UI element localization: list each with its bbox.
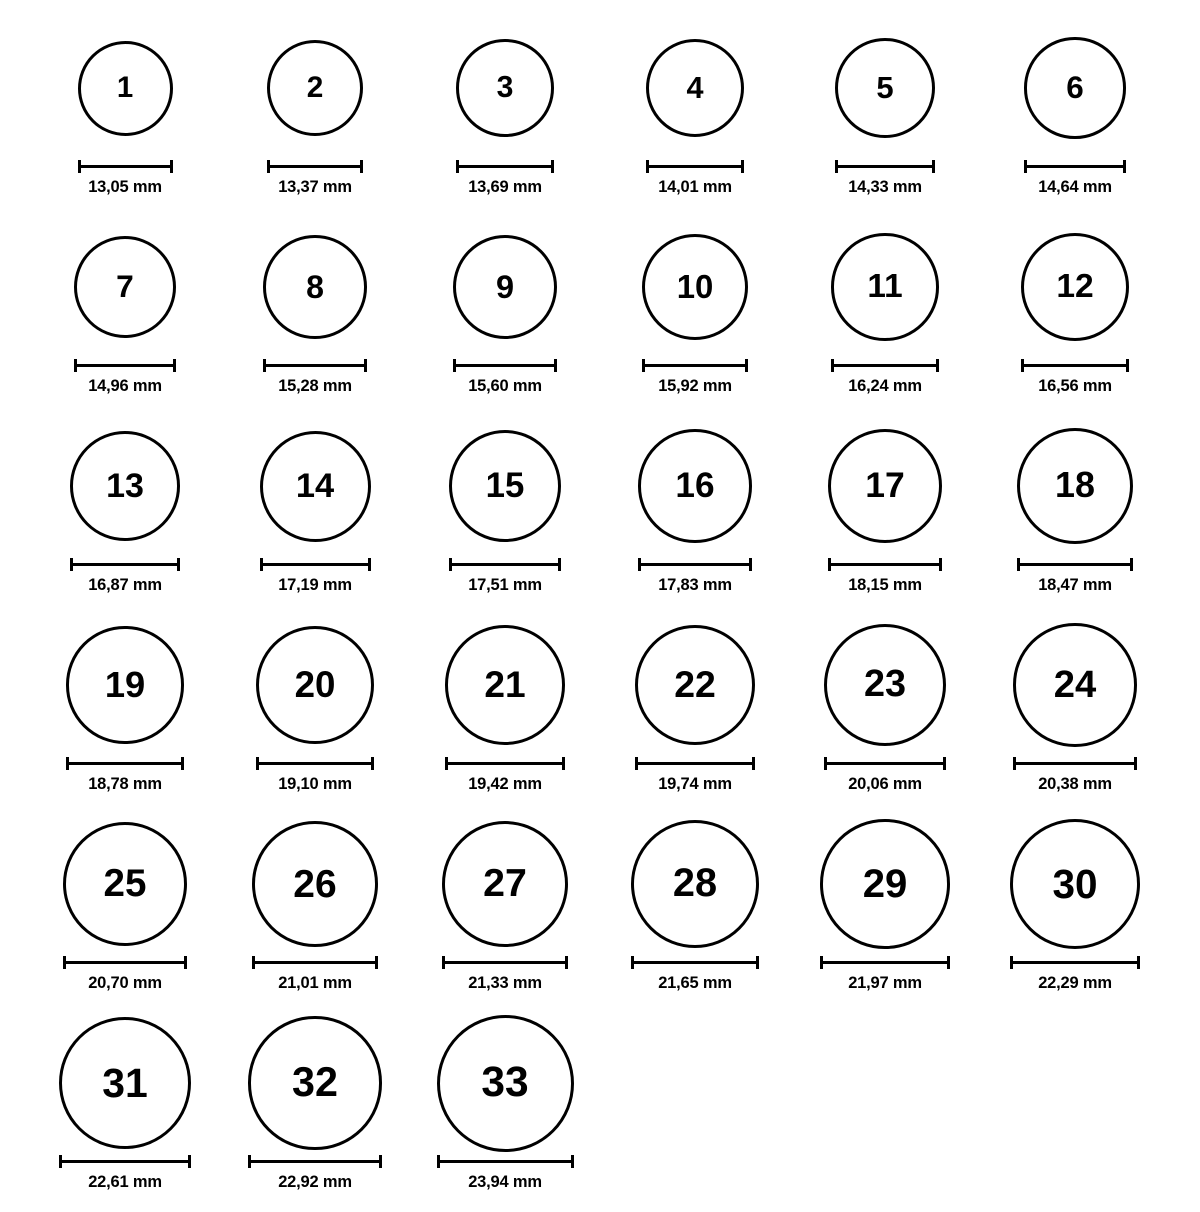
diameter-measure-bar [635, 757, 756, 769]
ring-circle-wrapper [828, 416, 943, 556]
ring-circle-wrapper [59, 1013, 191, 1153]
ring-circle-wrapper [638, 416, 751, 556]
diameter-measure-bar [642, 359, 748, 371]
ring-circle-wrapper [1013, 615, 1136, 755]
ring-circle-icon [456, 39, 554, 137]
diameter-measure-bar [646, 160, 745, 172]
measure-line [820, 961, 949, 964]
ring-size-item [220, 217, 410, 416]
measure-cap-left [78, 160, 81, 173]
ring-size-item [980, 615, 1170, 814]
diameter-measure-bar [1017, 558, 1133, 570]
measure-line [445, 762, 565, 765]
diameter-label: 19,74 mm [658, 775, 732, 793]
ring-size-number: 6 [1066, 70, 1084, 106]
measure-line [646, 165, 745, 168]
measure-cap-right [558, 558, 561, 571]
measure-cap-left [456, 160, 459, 173]
ring-size-item [220, 1013, 410, 1212]
diameter-label: 13,69 mm [468, 178, 542, 196]
measure-line [74, 364, 176, 367]
diameter-measure-bar [66, 757, 183, 769]
ring-circle-icon [824, 624, 946, 746]
measure-cap-left [442, 956, 445, 969]
measure-cap-right [371, 757, 374, 770]
ring-size-item [600, 814, 790, 1013]
ring-circle-wrapper [831, 217, 938, 357]
ring-circle-wrapper [631, 814, 759, 954]
ring-size-item [30, 814, 220, 1013]
diameter-label: 17,19 mm [278, 576, 352, 594]
ring-size-number: 13 [106, 467, 144, 505]
measure-cap-right [565, 956, 568, 969]
ring-size-number: 29 [862, 861, 908, 906]
measure-cap-right [173, 359, 176, 372]
ring-circle-icon [66, 626, 183, 743]
measure-cap-right [571, 1155, 574, 1168]
ring-size-item [600, 615, 790, 814]
measure-line [442, 961, 569, 964]
measure-line [70, 563, 180, 566]
ring-circle-icon [1021, 233, 1130, 342]
ring-circle-wrapper [442, 814, 569, 954]
ring-circle-icon [63, 822, 188, 947]
ring-size-number: 28 [672, 861, 718, 906]
ring-size-item [410, 1013, 600, 1212]
measure-cap-left [63, 956, 66, 969]
diameter-label: 22,92 mm [278, 1173, 352, 1191]
measure-cap-left [267, 160, 270, 173]
measure-cap-left [260, 558, 263, 571]
measure-cap-left [642, 359, 645, 372]
ring-circle-icon [74, 236, 176, 338]
diameter-measure-bar [248, 1155, 381, 1167]
ring-circle-wrapper [820, 814, 949, 954]
measure-line [437, 1160, 574, 1163]
ring-size-item [410, 217, 600, 416]
ring-circle-wrapper [824, 615, 946, 755]
ring-circle-icon [820, 819, 949, 948]
ring-size-number: 12 [1056, 268, 1094, 306]
ring-circle-icon [252, 821, 378, 947]
ring-size-grid [30, 18, 1170, 1212]
ring-size-number: 23 [863, 663, 907, 706]
measure-line [1017, 563, 1133, 566]
ring-circle-wrapper [437, 1013, 574, 1153]
ring-circle-icon [1024, 37, 1125, 138]
ring-size-number: 31 [102, 1059, 148, 1106]
measure-cap-right [741, 160, 744, 173]
ring-size-item [410, 18, 600, 217]
ring-circle-icon [453, 235, 558, 340]
ring-size-number: 5 [876, 70, 894, 106]
measure-line [263, 364, 367, 367]
ring-circle-wrapper [635, 615, 756, 755]
measure-cap-left [1021, 359, 1024, 372]
measure-cap-left [820, 956, 823, 969]
measure-cap-right [756, 956, 759, 969]
ring-size-item [790, 217, 980, 416]
ring-size-item [980, 814, 1170, 1013]
measure-cap-right [1130, 558, 1133, 571]
ring-circle-wrapper [456, 18, 554, 158]
ring-size-number: 1 [116, 71, 134, 105]
ring-circle-icon [831, 233, 938, 340]
ring-circle-icon [835, 38, 935, 138]
measure-cap-left [252, 956, 255, 969]
measure-cap-right [936, 359, 939, 372]
measure-cap-right [1134, 757, 1137, 770]
measure-cap-left [1024, 160, 1027, 173]
ring-size-number: 15 [485, 465, 525, 505]
diameter-label: 21,01 mm [278, 974, 352, 992]
ring-circle-icon [1017, 428, 1133, 544]
diameter-measure-bar [260, 558, 371, 570]
diameter-label: 16,87 mm [88, 576, 162, 594]
ring-size-number: 8 [306, 268, 324, 305]
diameter-label: 23,94 mm [468, 1173, 542, 1191]
measure-cap-left [256, 757, 259, 770]
ring-circle-wrapper [445, 615, 565, 755]
measure-cap-right [943, 757, 946, 770]
measure-cap-right [1123, 160, 1126, 173]
measure-cap-left [824, 757, 827, 770]
ring-circle-icon [59, 1017, 191, 1149]
measure-line [835, 165, 935, 168]
ring-circle-icon [437, 1015, 574, 1152]
measure-cap-right [379, 1155, 382, 1168]
measure-cap-left [1010, 956, 1013, 969]
diameter-label: 16,56 mm [1038, 377, 1112, 395]
diameter-measure-bar [456, 160, 554, 172]
ring-circle-wrapper [1010, 814, 1141, 954]
measure-cap-right [170, 160, 173, 173]
measure-line [453, 364, 558, 367]
measure-cap-left [646, 160, 649, 173]
ring-circle-wrapper [1021, 217, 1130, 357]
measure-line [642, 364, 748, 367]
diameter-label: 21,65 mm [658, 974, 732, 992]
ring-size-number: 30 [1052, 860, 1098, 907]
ring-size-number: 33 [481, 1058, 529, 1106]
measure-cap-left [445, 757, 448, 770]
measure-line [635, 762, 756, 765]
measure-line [456, 165, 554, 168]
ring-size-item [790, 615, 980, 814]
ring-circle-wrapper [66, 615, 183, 755]
measure-line [78, 165, 173, 168]
measure-cap-left [59, 1155, 62, 1168]
measure-cap-right [1126, 359, 1129, 372]
ring-circle-icon [248, 1016, 381, 1149]
diameter-measure-bar [263, 359, 367, 371]
diameter-label: 15,60 mm [468, 377, 542, 395]
diameter-label: 15,28 mm [278, 377, 352, 395]
ring-size-item [30, 217, 220, 416]
ring-circle-icon [70, 431, 180, 541]
measure-cap-right [181, 757, 184, 770]
ring-circle-icon [256, 626, 374, 744]
ring-size-item [30, 416, 220, 615]
diameter-label: 21,97 mm [848, 974, 922, 992]
measure-cap-right [188, 1155, 191, 1168]
diameter-measure-bar [78, 160, 173, 172]
ring-size-item [220, 18, 410, 217]
ring-size-number: 26 [293, 862, 337, 906]
diameter-label: 17,51 mm [468, 576, 542, 594]
measure-cap-right [752, 757, 755, 770]
diameter-label: 19,10 mm [278, 775, 352, 793]
ring-size-number: 9 [495, 268, 515, 305]
diameter-measure-bar [256, 757, 374, 769]
measure-line [828, 563, 943, 566]
ring-circle-icon [442, 821, 569, 948]
diameter-label: 22,29 mm [1038, 974, 1112, 992]
ring-circle-wrapper [78, 18, 173, 158]
diameter-measure-bar [1021, 359, 1130, 371]
diameter-label: 14,33 mm [848, 178, 922, 196]
ring-size-item [30, 1013, 220, 1212]
ring-size-number: 4 [686, 70, 704, 105]
ring-circle-wrapper [263, 217, 367, 357]
ring-size-item [30, 615, 220, 814]
diameter-label: 20,06 mm [848, 775, 922, 793]
ring-circle-wrapper [74, 217, 176, 357]
ring-circle-wrapper [646, 18, 745, 158]
ring-circle-icon [78, 41, 173, 136]
measure-line [256, 762, 374, 765]
measure-line [252, 961, 378, 964]
ring-size-item [600, 217, 790, 416]
diameter-label: 14,96 mm [88, 377, 162, 395]
measure-cap-right [177, 558, 180, 571]
diameter-measure-bar [1010, 956, 1141, 968]
ring-size-item [410, 814, 600, 1013]
diameter-measure-bar [1024, 160, 1125, 172]
diameter-measure-bar [70, 558, 180, 570]
diameter-measure-bar [442, 956, 569, 968]
ring-circle-wrapper [256, 615, 374, 755]
measure-line [1021, 364, 1130, 367]
diameter-measure-bar [63, 956, 188, 968]
ring-circle-wrapper [453, 217, 558, 357]
measure-cap-left [449, 558, 452, 571]
measure-cap-left [263, 359, 266, 372]
diameter-measure-bar [74, 359, 176, 371]
ring-circle-wrapper [63, 814, 188, 954]
ring-size-number: 2 [306, 71, 324, 105]
diameter-label: 21,33 mm [468, 974, 542, 992]
ring-size-item [410, 615, 600, 814]
diameter-label: 16,24 mm [848, 377, 922, 395]
ring-circle-icon [1010, 819, 1141, 950]
diameter-measure-bar [820, 956, 949, 968]
diameter-label: 20,70 mm [88, 974, 162, 992]
ring-circle-icon [635, 625, 756, 746]
diameter-label: 15,92 mm [658, 377, 732, 395]
diameter-label: 18,15 mm [848, 576, 922, 594]
diameter-measure-bar [449, 558, 561, 570]
ring-circle-icon [1013, 623, 1136, 746]
measure-cap-right [554, 359, 557, 372]
ring-size-number: 10 [676, 267, 714, 305]
measure-line [1010, 961, 1141, 964]
ring-size-item [980, 217, 1170, 416]
ring-circle-icon [449, 430, 561, 542]
ring-size-item [220, 615, 410, 814]
ring-size-item [600, 18, 790, 217]
measure-cap-left [831, 359, 834, 372]
measure-cap-right [368, 558, 371, 571]
diameter-label: 17,83 mm [658, 576, 732, 594]
ring-size-number: 16 [675, 466, 715, 506]
measure-cap-left [638, 558, 641, 571]
ring-size-item [600, 416, 790, 615]
ring-size-item [220, 814, 410, 1013]
measure-cap-left [70, 558, 73, 571]
ring-circle-icon [638, 429, 751, 542]
ring-size-item [980, 18, 1170, 217]
diameter-label: 22,61 mm [88, 1173, 162, 1191]
diameter-measure-bar [252, 956, 378, 968]
ring-size-item [220, 416, 410, 615]
diameter-measure-bar [831, 359, 938, 371]
measure-cap-left [248, 1155, 251, 1168]
diameter-measure-bar [437, 1155, 574, 1167]
ring-circle-icon [445, 625, 565, 745]
ring-size-number: 22 [674, 663, 716, 706]
ring-circle-icon [828, 429, 943, 544]
measure-cap-left [453, 359, 456, 372]
measure-cap-right [551, 160, 554, 173]
diameter-measure-bar [445, 757, 565, 769]
ring-size-number: 3 [496, 70, 514, 104]
measure-line [63, 961, 188, 964]
measure-line [66, 762, 183, 765]
measure-cap-right [184, 956, 187, 969]
ring-size-number: 17 [865, 465, 905, 506]
ring-circle-icon [263, 235, 367, 339]
diameter-measure-bar [638, 558, 751, 570]
measure-cap-right [932, 160, 935, 173]
ring-circle-wrapper [70, 416, 180, 556]
ring-size-item [410, 416, 600, 615]
measure-cap-right [375, 956, 378, 969]
measure-line [631, 961, 759, 964]
measure-cap-right [562, 757, 565, 770]
diameter-measure-bar [453, 359, 558, 371]
measure-cap-left [1017, 558, 1020, 571]
ring-circle-wrapper [642, 217, 748, 357]
ring-size-number: 24 [1053, 662, 1097, 706]
measure-cap-right [364, 359, 367, 372]
measure-cap-left [835, 160, 838, 173]
diameter-label: 14,64 mm [1038, 178, 1112, 196]
measure-cap-left [828, 558, 831, 571]
diameter-label: 20,38 mm [1038, 775, 1112, 793]
ring-size-item [980, 416, 1170, 615]
ring-circle-wrapper [248, 1013, 381, 1153]
measure-line [831, 364, 938, 367]
ring-size-number: 20 [294, 663, 336, 705]
ring-size-number: 27 [483, 861, 527, 906]
ring-circle-wrapper [835, 18, 935, 158]
measure-cap-left [1013, 757, 1016, 770]
measure-line [638, 563, 751, 566]
diameter-measure-bar [267, 160, 363, 172]
measure-cap-right [360, 160, 363, 173]
ring-size-number: 32 [292, 1059, 338, 1106]
measure-cap-right [749, 558, 752, 571]
measure-line [1024, 165, 1125, 168]
measure-line [824, 762, 946, 765]
diameter-measure-bar [59, 1155, 191, 1167]
measure-line [248, 1160, 381, 1163]
measure-line [267, 165, 363, 168]
ring-size-number: 7 [116, 268, 134, 305]
ring-size-number: 11 [867, 268, 903, 306]
measure-line [260, 563, 371, 566]
measure-line [59, 1160, 191, 1163]
diameter-label: 18,78 mm [88, 775, 162, 793]
diameter-measure-bar [828, 558, 943, 570]
ring-circle-icon [631, 820, 759, 948]
ring-circle-icon [260, 431, 371, 542]
measure-cap-left [635, 757, 638, 770]
diameter-measure-bar [835, 160, 935, 172]
ring-circle-wrapper [1017, 416, 1133, 556]
measure-cap-left [437, 1155, 440, 1168]
ring-circle-wrapper [267, 18, 363, 158]
measure-cap-left [74, 359, 77, 372]
ring-size-item [790, 416, 980, 615]
diameter-label: 18,47 mm [1038, 576, 1112, 594]
diameter-label: 14,01 mm [658, 178, 732, 196]
ring-circle-icon [646, 39, 745, 138]
ring-size-number: 14 [295, 466, 335, 505]
ring-size-number: 25 [103, 861, 147, 905]
ring-circle-wrapper [449, 416, 561, 556]
ring-circle-wrapper [252, 814, 378, 954]
ring-size-number: 19 [104, 663, 146, 705]
measure-line [449, 563, 561, 566]
measure-cap-left [631, 956, 634, 969]
ring-size-number: 21 [484, 663, 526, 706]
diameter-label: 19,42 mm [468, 775, 542, 793]
ring-circle-wrapper [260, 416, 371, 556]
ring-size-number: 18 [1055, 465, 1095, 506]
measure-cap-right [1137, 956, 1140, 969]
ring-size-item [30, 18, 220, 217]
measure-cap-right [939, 558, 942, 571]
ring-circle-icon [642, 234, 748, 340]
measure-cap-left [66, 757, 69, 770]
ring-circle-icon [267, 40, 363, 136]
ring-size-item [790, 18, 980, 217]
ring-size-item [790, 814, 980, 1013]
diameter-measure-bar [824, 757, 946, 769]
diameter-measure-bar [1013, 757, 1136, 769]
measure-cap-right [745, 359, 748, 372]
diameter-measure-bar [631, 956, 759, 968]
ring-circle-wrapper [1024, 18, 1125, 158]
diameter-label: 13,37 mm [278, 178, 352, 196]
measure-line [1013, 762, 1136, 765]
diameter-label: 13,05 mm [88, 178, 162, 196]
measure-cap-right [947, 956, 950, 969]
